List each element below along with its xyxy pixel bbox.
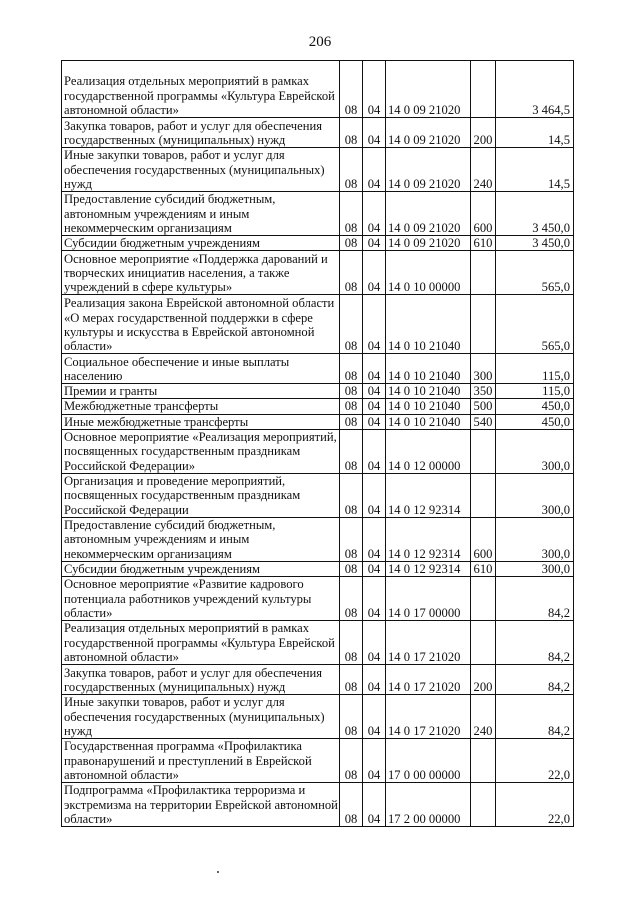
subsection-code: 04 [363, 577, 386, 621]
table-row [62, 473, 574, 517]
table-row [62, 192, 574, 236]
expense-type-code [471, 577, 496, 621]
table-row [62, 577, 574, 621]
target-article-code: 14 0 12 92314 [386, 517, 471, 561]
section-code: 08 [340, 517, 363, 561]
expense-type-code [471, 429, 496, 473]
budget-table [61, 60, 574, 827]
subsection-code: 04 [363, 118, 386, 148]
budget-item-name: Подпрограмма «Профилактика терроризма и экстремизма на территории Еврейской автономной области» [62, 783, 340, 827]
amount: 14,5 [496, 118, 574, 148]
section-code: 08 [340, 577, 363, 621]
target-article-code: 14 0 12 92314 [386, 473, 471, 517]
table-row [62, 429, 574, 473]
budget-item-name: Иные межбюджетные трансферты [62, 414, 340, 429]
target-article-code: 14 0 10 21040 [386, 384, 471, 399]
budget-item-name: Межбюджетные трансферты [62, 399, 340, 414]
amount: 84,2 [496, 665, 574, 695]
section-code: 08 [340, 295, 363, 354]
amount: 3 450,0 [496, 192, 574, 236]
target-article-code: 14 0 10 00000 [386, 251, 471, 295]
amount: 565,0 [496, 295, 574, 354]
target-article-code: 14 0 17 21020 [386, 695, 471, 739]
table-row [62, 384, 574, 399]
amount: 3 450,0 [496, 236, 574, 251]
budget-item-name: Основное мероприятие «Реализация мероприятий, посвященных государственным праздникам Российской Федерации» [62, 429, 340, 473]
section-code: 08 [340, 739, 363, 783]
scan-speck [217, 871, 219, 873]
amount: 300,0 [496, 473, 574, 517]
table-row [62, 517, 574, 561]
subsection-code: 04 [363, 414, 386, 429]
table-row [62, 251, 574, 295]
subsection-code: 04 [363, 148, 386, 192]
section-code: 08 [340, 236, 363, 251]
table-row [62, 118, 574, 148]
expense-type-code [471, 251, 496, 295]
amount: 84,2 [496, 621, 574, 665]
section-code: 08 [340, 192, 363, 236]
expense-type-code: 200 [471, 665, 496, 695]
expense-type-code: 300 [471, 354, 496, 384]
expense-type-code [471, 473, 496, 517]
subsection-code: 04 [363, 665, 386, 695]
amount: 22,0 [496, 783, 574, 827]
budget-item-name: Субсидии бюджетным учреждениям [62, 561, 340, 576]
target-article-code: 14 0 10 21040 [386, 295, 471, 354]
table-row [62, 621, 574, 665]
amount: 84,2 [496, 695, 574, 739]
table-row [62, 739, 574, 783]
table-row [62, 295, 574, 354]
amount: 115,0 [496, 354, 574, 384]
section-code: 08 [340, 61, 363, 118]
budget-item-name: Реализация отдельных мероприятий в рамках государственной программы «Культура Еврейской автономной области» [62, 61, 340, 118]
budget-item-name: Основное мероприятие «Развитие кадрового потенциала работников учреждений культуры области» [62, 577, 340, 621]
amount: 14,5 [496, 148, 574, 192]
section-code: 08 [340, 118, 363, 148]
budget-item-name: Государственная программа «Профилактика правонарушений и преступлений в Еврейской автономной области» [62, 739, 340, 783]
subsection-code: 04 [363, 61, 386, 118]
amount: 3 464,5 [496, 61, 574, 118]
amount: 22,0 [496, 739, 574, 783]
budget-item-name: Социальное обеспечение и иные выплаты населению [62, 354, 340, 384]
expense-type-code: 540 [471, 414, 496, 429]
target-article-code: 14 0 17 21020 [386, 621, 471, 665]
budget-item-name: Иные закупки товаров, работ и услуг для обеспечения государственных (муниципальных) нужд [62, 148, 340, 192]
expense-type-code: 240 [471, 695, 496, 739]
subsection-code: 04 [363, 473, 386, 517]
budget-item-name: Организация и проведение мероприятий, посвященных государственным праздникам Российской Федерации [62, 473, 340, 517]
table-row [62, 414, 574, 429]
subsection-code: 04 [363, 621, 386, 665]
expense-type-code [471, 783, 496, 827]
expense-type-code: 600 [471, 192, 496, 236]
table-row [62, 783, 574, 827]
section-code: 08 [340, 665, 363, 695]
expense-type-code [471, 295, 496, 354]
target-article-code: 14 0 17 21020 [386, 665, 471, 695]
budget-item-name: Закупка товаров, работ и услуг для обеспечения государственных (муниципальных) нужд [62, 118, 340, 148]
table-row [62, 695, 574, 739]
section-code: 08 [340, 561, 363, 576]
subsection-code: 04 [363, 354, 386, 384]
table-row [62, 561, 574, 576]
section-code: 08 [340, 354, 363, 384]
budget-table-body [62, 61, 574, 827]
subsection-code: 04 [363, 192, 386, 236]
section-code: 08 [340, 384, 363, 399]
expense-type-code: 500 [471, 399, 496, 414]
table-row [62, 148, 574, 192]
subsection-code: 04 [363, 251, 386, 295]
amount: 300,0 [496, 517, 574, 561]
section-code: 08 [340, 148, 363, 192]
target-article-code: 14 0 12 00000 [386, 429, 471, 473]
target-article-code: 14 0 10 21040 [386, 399, 471, 414]
amount: 300,0 [496, 429, 574, 473]
target-article-code: 14 0 09 21020 [386, 148, 471, 192]
section-code: 08 [340, 251, 363, 295]
subsection-code: 04 [363, 517, 386, 561]
target-article-code: 14 0 09 21020 [386, 118, 471, 148]
target-article-code: 14 0 10 21040 [386, 354, 471, 384]
target-article-code: 14 0 17 00000 [386, 577, 471, 621]
budget-item-name: Премии и гранты [62, 384, 340, 399]
amount: 450,0 [496, 414, 574, 429]
target-article-code: 17 0 00 00000 [386, 739, 471, 783]
budget-item-name: Реализация отдельных мероприятий в рамках государственной программы «Культура Еврейской автономной области» [62, 621, 340, 665]
page-number: 206 [308, 34, 332, 50]
target-article-code: 14 0 12 92314 [386, 561, 471, 576]
section-code: 08 [340, 399, 363, 414]
subsection-code: 04 [363, 429, 386, 473]
target-article-code: 14 0 09 21020 [386, 61, 471, 118]
amount: 450,0 [496, 399, 574, 414]
section-code: 08 [340, 414, 363, 429]
budget-item-name: Реализация закона Еврейской автономной области «О мерах государственной поддержки в сфере культуры и искусства в Еврейской автономной области» [62, 295, 340, 354]
subsection-code: 04 [363, 783, 386, 827]
target-article-code: 14 0 09 21020 [386, 236, 471, 251]
subsection-code: 04 [363, 295, 386, 354]
table-row [62, 61, 574, 118]
amount: 565,0 [496, 251, 574, 295]
budget-item-name: Предоставление субсидий бюджетным, автономным учреждениям и иным некоммерческим организациям [62, 517, 340, 561]
section-code: 08 [340, 783, 363, 827]
budget-item-name: Иные закупки товаров, работ и услуг для обеспечения государственных (муниципальных) нужд [62, 695, 340, 739]
table-row [62, 665, 574, 695]
expense-type-code [471, 621, 496, 665]
section-code: 08 [340, 621, 363, 665]
expense-type-code: 610 [471, 236, 496, 251]
expense-type-code: 610 [471, 561, 496, 576]
table-row [62, 354, 574, 384]
amount: 115,0 [496, 384, 574, 399]
target-article-code: 14 0 10 21040 [386, 414, 471, 429]
target-article-code: 17 2 00 00000 [386, 783, 471, 827]
section-code: 08 [340, 429, 363, 473]
budget-item-name: Предоставление субсидий бюджетным, автономным учреждениям и иным некоммерческим организациям [62, 192, 340, 236]
budget-item-name: Субсидии бюджетным учреждениям [62, 236, 340, 251]
subsection-code: 04 [363, 739, 386, 783]
subsection-code: 04 [363, 384, 386, 399]
expense-type-code: 600 [471, 517, 496, 561]
budget-item-name: Основное мероприятие «Поддержка дарований и творческих инициатив населения, а также учреждений в сфере культуры» [62, 251, 340, 295]
table-row [62, 399, 574, 414]
expense-type-code [471, 61, 496, 118]
expense-type-code [471, 739, 496, 783]
section-code: 08 [340, 473, 363, 517]
target-article-code: 14 0 09 21020 [386, 192, 471, 236]
amount: 84,2 [496, 577, 574, 621]
subsection-code: 04 [363, 399, 386, 414]
section-code: 08 [340, 695, 363, 739]
budget-item-name: Закупка товаров, работ и услуг для обеспечения государственных (муниципальных) нужд [62, 665, 340, 695]
expense-type-code: 350 [471, 384, 496, 399]
amount: 300,0 [496, 561, 574, 576]
subsection-code: 04 [363, 236, 386, 251]
subsection-code: 04 [363, 561, 386, 576]
expense-type-code: 240 [471, 148, 496, 192]
subsection-code: 04 [363, 695, 386, 739]
table-row [62, 236, 574, 251]
expense-type-code: 200 [471, 118, 496, 148]
